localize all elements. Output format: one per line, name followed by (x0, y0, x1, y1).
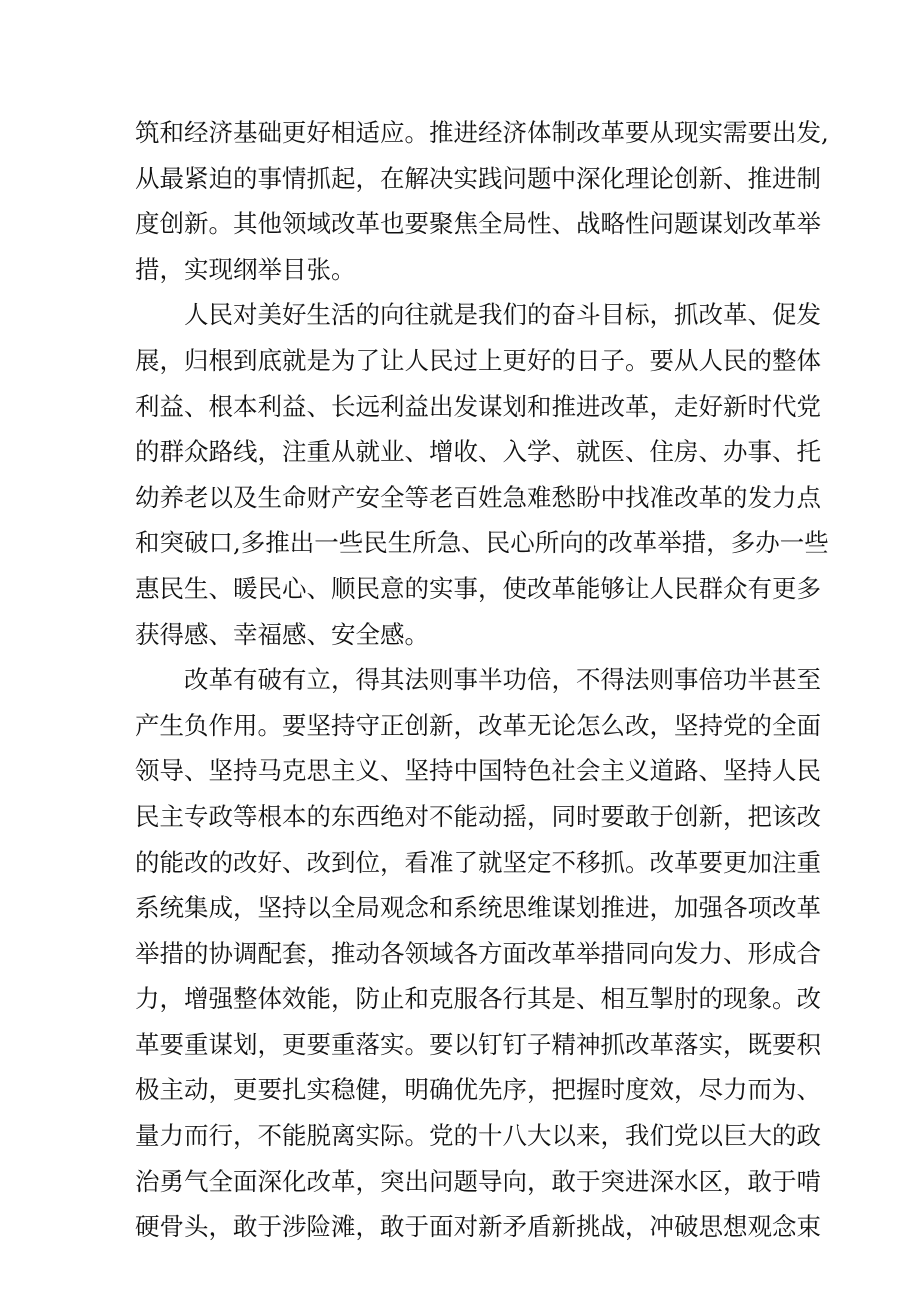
text-line: 度创新。其他领域改革也要聚焦全局性、战略性问题谋划改革举 (135, 209, 821, 239)
text-line: 措，实现纲举目张。 (135, 254, 356, 284)
text-line: 展，归根到底就是为了让人民过上更好的日子。要从人民的整体 (135, 345, 821, 375)
text-line: 改革有破有立，得其法则事半功倍，不得法则事倍功半甚至 (184, 665, 821, 695)
text-line: 和突破口,多推出一些民生所急、民心所向的改革举措，多办一些 (135, 528, 829, 558)
text-line: 获得感、幸福感、安全感。 (135, 619, 429, 649)
text-line: 极主动，更要扎实稳健，明确优先序，把握时度效，尽力而为、 (135, 1075, 821, 1105)
text-line: 产生负作用。要坚持守正创新，改革无论怎么改，坚持党的全面 (135, 710, 821, 740)
text-line: 筑和经济基础更好相适应。推进经济体制改革要从现实需要出发, (135, 118, 829, 147)
text-line: 从最紧迫的事情抓起，在解决实践问题中深化理论创新、推进制 (135, 163, 821, 193)
paragraph-2 (135, 292, 829, 657)
paragraph-1 (135, 110, 829, 292)
text-line: 的群众路线，注重从就业、增收、入学、就医、住房、办事、托 (135, 437, 821, 467)
text-line: 人民对美好生活的向往就是我们的奋斗目标，抓改革、促发 (184, 300, 821, 330)
text-line: 的能改的改好、改到位，看准了就坚定不移抓。改革要更加注重 (135, 847, 821, 877)
text-line: 硬骨头，敢于涉险滩，敢于面对新矛盾新挑战，冲破思想观念束 (135, 1212, 821, 1242)
text-line: 治勇气全面深化改革，突出问题导向，敢于突进深水区，敢于啃 (135, 1166, 821, 1196)
text-line: 领导、坚持马克思主义、坚持中国特色社会主义道路、坚持人民 (135, 756, 821, 786)
text-line: 革要重谋划，更要重落实。要以钉钉子精神抓改革落实，既要积 (135, 1029, 821, 1059)
text-line: 惠民生、暖民心、顺民意的实事，使改革能够让人民群众有更多 (135, 573, 821, 603)
document-body (135, 110, 829, 1250)
text-line: 量力而行，不能脱离实际。党的十八大以来，我们党以巨大的政 (135, 1121, 821, 1151)
text-line: 幼养老以及生命财产安全等老百姓急难愁盼中找准改革的发力点 (135, 482, 821, 512)
text-line: 利益、根本利益、长远利益出发谋划和推进改革，走好新时代党 (135, 391, 821, 421)
paragraph-3 (135, 657, 821, 1250)
text-line: 民主专政等根本的东西绝对不能动摇，同时要敢于创新，把该改 (135, 801, 821, 831)
text-line: 系统集成，坚持以全局观念和系统思维谋划推进，加强各项改革 (135, 893, 821, 923)
text-line: 举措的协调配套，推动各领域各方面改革举措同向发力、形成合 (135, 938, 821, 968)
text-line: 力，增强整体效能，防止和克服各行其是、相互掣肘的现象。改 (135, 984, 821, 1014)
